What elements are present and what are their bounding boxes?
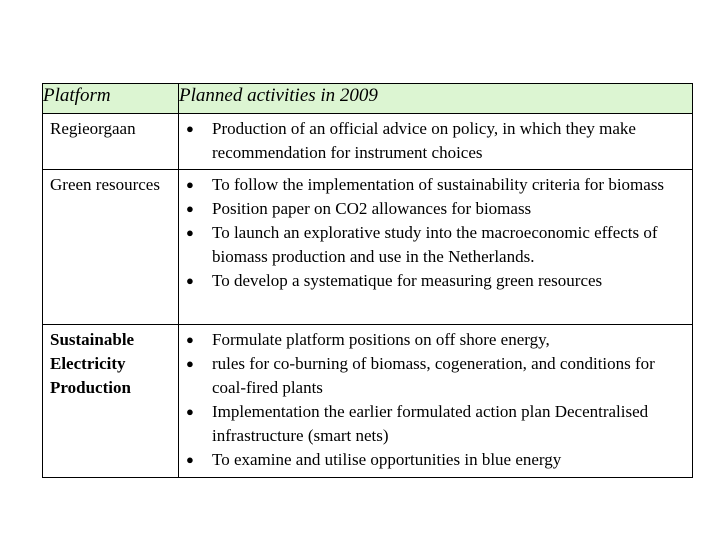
bullet-icon: ●	[186, 404, 194, 419]
activity-text: Production of an official advice on policy, in which they make recommendation for instrument choices	[212, 119, 636, 162]
bullet-icon: ●	[186, 225, 194, 240]
activity-text: rules for co-burning of biomass, cogeneration, and conditions for coal-fired plants	[212, 354, 655, 397]
activities-column-header: Planned activities in 2009	[179, 84, 693, 114]
bullet-icon: ●	[186, 121, 194, 136]
list-item	[186, 117, 686, 165]
list-item	[186, 328, 686, 352]
list-item	[186, 197, 686, 221]
activity-text: Formulate platform positions on off shore energy,	[212, 330, 550, 349]
activity-list	[179, 170, 692, 295]
activities-table	[42, 83, 693, 478]
list-item	[186, 400, 686, 448]
bullet-icon: ●	[186, 177, 194, 192]
table-row	[43, 325, 693, 478]
activity-list	[179, 325, 692, 474]
platform-column-header: Platform	[43, 84, 179, 114]
table-header-row	[43, 84, 693, 114]
bullet-icon: ●	[186, 332, 194, 347]
activity-text: To follow the implementation of sustainability criteria for biomass	[212, 175, 665, 194]
activities-cell	[179, 325, 693, 478]
activity-text: Implementation the earlier formulated action plan Decentralised infrastructure (smart nets)	[212, 402, 649, 445]
activity-text: To develop a systematique for measuring green resources	[212, 271, 603, 290]
bullet-icon: ●	[186, 273, 194, 288]
bullet-icon: ●	[186, 356, 194, 371]
list-item	[186, 221, 686, 269]
activity-text: Position paper on CO2 allowances for biomass	[212, 199, 532, 218]
table-row	[43, 114, 693, 170]
platform-name: Regieorgaan	[43, 114, 179, 170]
list-item	[186, 173, 686, 197]
activity-list	[179, 114, 692, 167]
activities-cell	[179, 170, 693, 325]
bullet-icon: ●	[186, 201, 194, 216]
platform-name: Green resources	[43, 170, 179, 325]
activities-cell	[179, 114, 693, 170]
table-row	[43, 170, 693, 325]
list-item	[186, 448, 686, 472]
list-item	[186, 352, 686, 400]
bullet-icon: ●	[186, 452, 194, 467]
activity-text: To launch an explorative study into the macroeconomic effects of biomass production and use in the Netherlands.	[212, 223, 658, 266]
list-item	[186, 269, 686, 293]
platform-name: Sustainable Electricity Production	[43, 325, 179, 478]
activity-text: To examine and utilise opportunities in blue energy	[212, 450, 562, 469]
